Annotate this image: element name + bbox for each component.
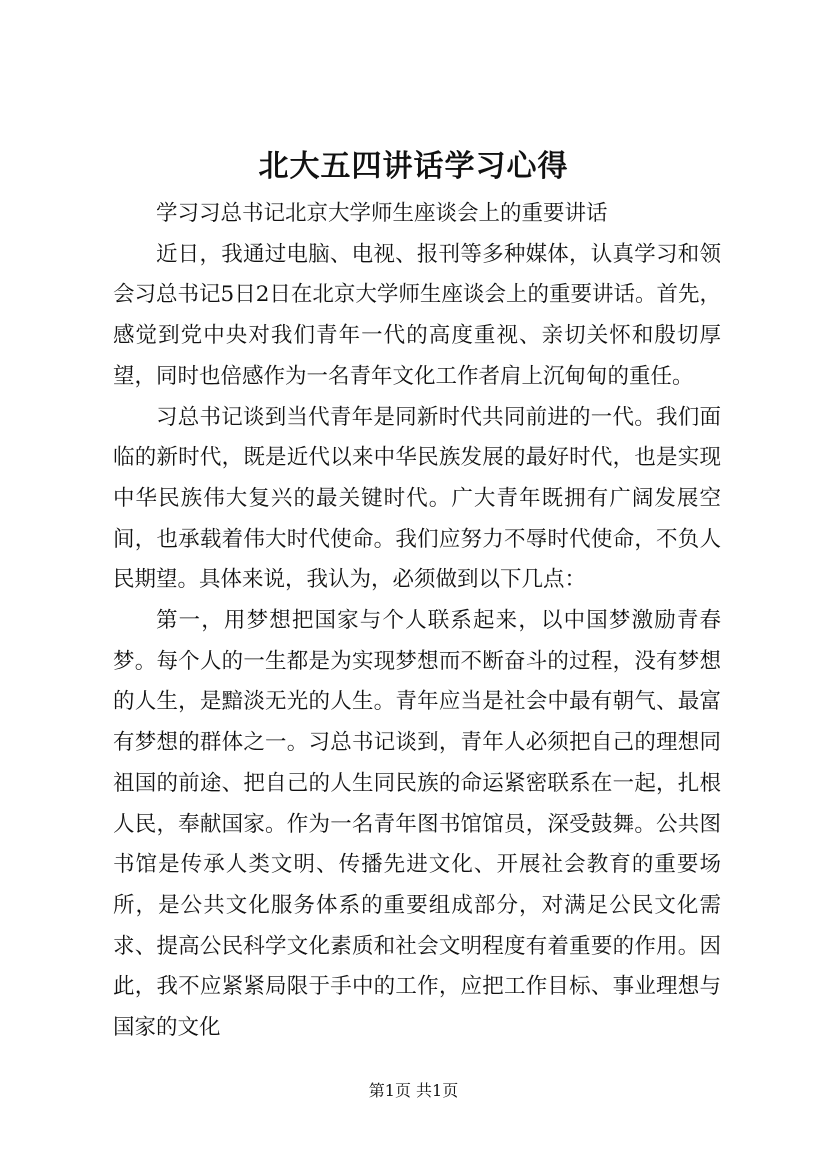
document-title: 北大五四讲话学习心得 [258, 149, 569, 184]
page-footer [0, 1079, 827, 1103]
document-body [113, 194, 721, 1049]
body-paragraph: 第一，用梦想把国家与个人联系起来，以中国梦激励青春梦。每个人的一生都是为实现梦想而不断奋斗的过程，没有梦想的人生，是黯淡无光的人生。青年应当是社会中最有朝气、最富有梦想的群体之一。习总书记谈到，青年人必须把自己的理想同祖国的前途、把自己的人生同民族的命运紧密联系在一起，扎根人民，奉献国家。作为一名青年图书馆馆员，深受鼓舞。公共图书馆是传承人类文明、传播先进文化、开展社会教育的重要场所，是公共文化服务体系的重要组成部分，对满足公民文化需求、提高公民科学文化素质和社会文明程度有着重要的作用。因此，我不应紧紧局限于手中的工作，应把工作目标、事业理想与国家的文化 [113, 608, 721, 1041]
body-paragraph: 近日，我通过电脑、电视、报刊等多种媒体，认真学习和领会习总书记5日2日在北京大学师生座谈会上的重要讲话。首先，感觉到党中央对我们青年一代的高度重视、亲切关怀和殷切厚望，同时也倍感作为一名青年文化工作者肩上沉甸甸的重任。 [113, 241, 721, 389]
page-number-label: 第1页 共1页 [368, 1081, 459, 1100]
body-paragraph: 习总书记谈到当代青年是同新时代共同前进的一代。我们面临的新时代，既是近代以来中华民族发展的最好时代，也是实现中华民族伟大复兴的最关键时代。广大青年既拥有广阔发展空间，也承载着伟大时代使命。我们应努力不辱时代使命，不负人民期望。具体来说，我认为，必须做到以下几点： [113, 404, 721, 593]
subtitle-paragraph: 学习习总书记北京大学师生座谈会上的重要讲话 [156, 201, 608, 226]
